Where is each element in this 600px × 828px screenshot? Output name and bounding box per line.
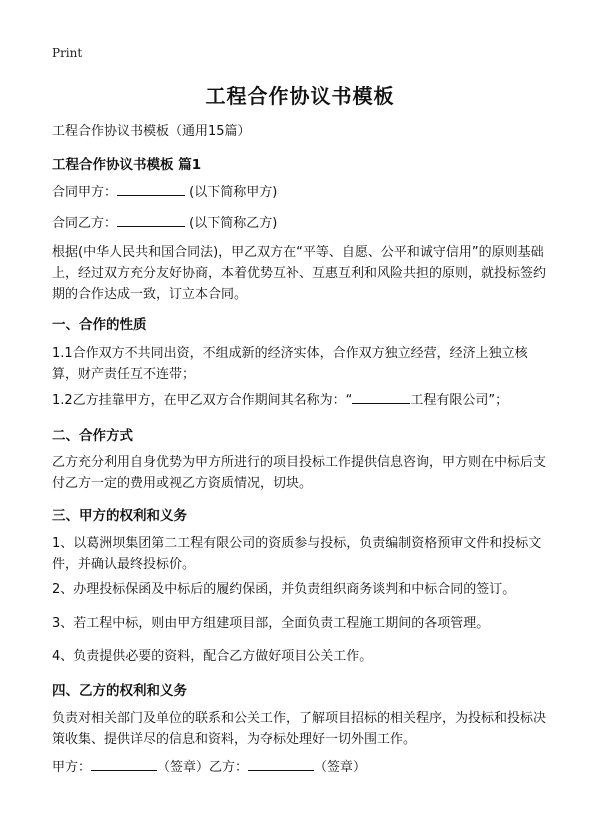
party-b-label: 合同乙方： bbox=[52, 216, 118, 231]
party-b-suffix: (以下简称乙方) bbox=[189, 216, 278, 231]
intro-paragraph: 根据(中华人民共和国合同法)，甲乙双方在“平等、自愿、公平和诚守信用”的原则基础上，经过双方充分友好协商，本着优势互补、互惠互利和风险共担的原则，就投标签约期的合作达成一致，订立本合同。 bbox=[52, 245, 547, 302]
section-3-item-1: 1、以葛洲坝集团第二工程有限公司的资质参与投标，负责编制资格预审文件和投标文件，并确认最终投标价。 bbox=[52, 536, 542, 572]
section-3-item-3: 3、若工程中标，则由甲方组建项目部，全面负责工程施工期间的各项管理。 bbox=[52, 616, 490, 631]
section-3-item-4: 4、负责提供必要的资料，配合乙方做好项目公关工作。 bbox=[52, 649, 373, 664]
section-1-para-1: 1.1合作双方不共同出资，不组成新的经济实体，合作双方独立经营，经济上独立核算，财产责任互不连带； bbox=[52, 346, 528, 382]
document-subtitle: 工程合作协议书模板（通用15篇） bbox=[52, 124, 251, 139]
section-4-para-1: 负责对相关部门及单位的联系和公关工作，了解项目招标的相关程序，为投标和投标决策收集、提供详尽的信息和资料，为夺标处理好一切外围工作。 bbox=[52, 711, 547, 747]
party-a-suffix: (以下简称甲方) bbox=[189, 185, 278, 200]
section-4-heading: 四、乙方的权利和义务 bbox=[52, 683, 187, 699]
section-3-item-2: 2、办理投标保函及中标后的履约保函，并负责组织商务谈判和中标合同的签订。 bbox=[52, 582, 516, 597]
section-3-heading: 三、甲方的权利和义务 bbox=[52, 508, 187, 524]
party-a-line bbox=[52, 182, 548, 203]
signature-line bbox=[52, 757, 548, 778]
sign-a-seal: （签章）乙方： bbox=[157, 760, 249, 775]
section-1-para-2-post: 工程有限公司”； bbox=[410, 393, 509, 408]
document-title: 工程合作协议书模板 bbox=[205, 84, 395, 108]
sign-b-blank[interactable] bbox=[248, 758, 314, 771]
party-b-blank[interactable] bbox=[117, 214, 185, 227]
section-1-heading: 一、合作的性质 bbox=[52, 317, 147, 333]
party-a-label: 合同甲方： bbox=[52, 185, 118, 200]
party-a-blank[interactable] bbox=[117, 183, 185, 196]
sign-a-blank[interactable] bbox=[91, 758, 157, 771]
party-b-line bbox=[52, 213, 548, 234]
section-1-para-2-pre: 1.2乙方挂靠甲方，在甲乙双方合作期间其名称为：“ bbox=[52, 393, 353, 408]
chapter-heading: 工程合作协议书模板 篇1 bbox=[52, 157, 202, 173]
section-2-heading: 二、合作方式 bbox=[52, 428, 133, 444]
print-label[interactable]: Print bbox=[52, 46, 83, 60]
section-1-para-2 bbox=[52, 390, 548, 411]
sign-b-seal: （签章） bbox=[314, 760, 367, 775]
company-name-blank[interactable] bbox=[352, 391, 410, 404]
sign-a-label: 甲方： bbox=[52, 760, 92, 775]
section-2-para-1: 乙方充分利用自身优势为甲方所进行的项目投标工作提供信息咨询，甲方则在中标后支付乙方一定的费用或视乙方资质情况，切块。 bbox=[52, 455, 547, 491]
